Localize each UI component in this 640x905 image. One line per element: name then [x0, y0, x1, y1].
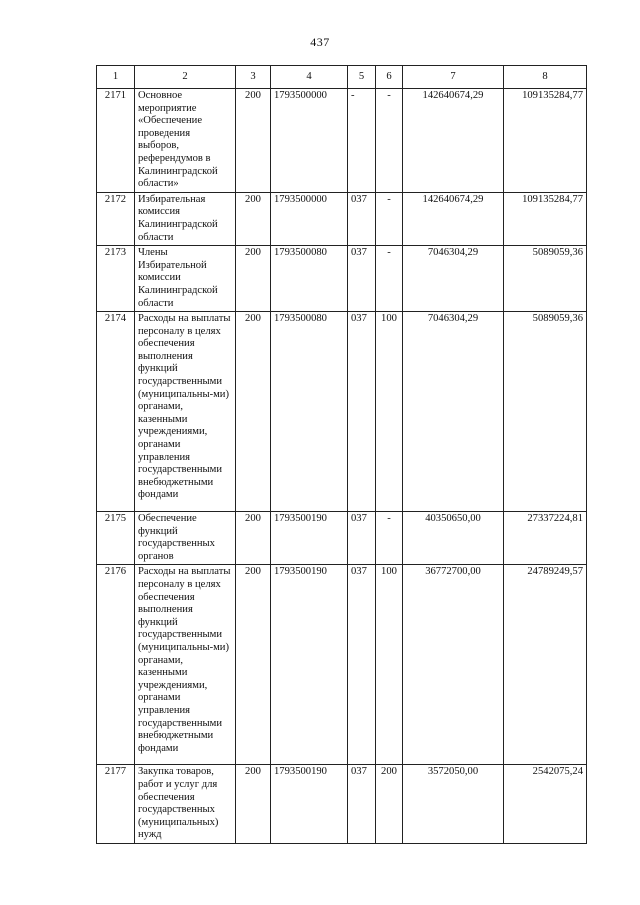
code-column-5: 037: [348, 192, 376, 245]
expense-name: Члены Избирательной комиссии Калининградской области: [135, 246, 236, 312]
amount-column-8: 109135284,77: [504, 192, 587, 245]
code-column-4: 1793500190: [271, 565, 348, 765]
code-column-6: 100: [376, 312, 403, 512]
row-number: 2177: [97, 765, 135, 844]
row-number: 2173: [97, 246, 135, 312]
code-column-3: 200: [236, 89, 271, 193]
expense-name: Расходы на выплаты персоналу в целях обеспечения выполнения функций государственными (муниципальны-ми) органами, казенными учреждениями, органами управления государственными внебюджетными фондами: [135, 312, 236, 512]
amount-column-8: 5089059,36: [504, 312, 587, 512]
amount-column-7: 40350650,00: [403, 512, 504, 565]
table-row: [97, 765, 587, 844]
amount-column-7: 142640674,29: [403, 192, 504, 245]
code-column-5: 037: [348, 565, 376, 765]
table-row: [97, 89, 587, 193]
code-column-6: -: [376, 192, 403, 245]
expense-name: Основное мероприятие «Обеспечение проведения выборов, референдумов в Калининградской области»: [135, 89, 236, 193]
column-header-6: 6: [376, 66, 403, 89]
row-number: 2172: [97, 192, 135, 245]
expense-name: Избирательная комиссия Калининградской области: [135, 192, 236, 245]
amount-column-7: 3572050,00: [403, 765, 504, 844]
expense-name: Обеспечение функций государственных органов: [135, 512, 236, 565]
code-column-5: 037: [348, 312, 376, 512]
row-number: 2175: [97, 512, 135, 565]
code-column-5: -: [348, 89, 376, 193]
code-column-6: -: [376, 246, 403, 312]
page-number: 437: [310, 35, 330, 49]
table-row: [97, 565, 587, 765]
expense-name: Закупка товаров, работ и услуг для обеспечения государственных (муниципальных) нужд: [135, 765, 236, 844]
amount-column-7: 7046304,29: [403, 312, 504, 512]
amount-column-8: 24789249,57: [504, 565, 587, 765]
code-column-4: 1793500190: [271, 765, 348, 844]
code-column-6: 100: [376, 565, 403, 765]
row-number: 2174: [97, 312, 135, 512]
header-row: [97, 66, 587, 89]
amount-column-7: 142640674,29: [403, 89, 504, 193]
code-column-3: 200: [236, 565, 271, 765]
amount-column-8: 109135284,77: [504, 89, 587, 193]
amount-column-8: 2542075,24: [504, 765, 587, 844]
table-row: [97, 512, 587, 565]
code-column-4: 1793500000: [271, 192, 348, 245]
column-header-2: 2: [135, 66, 236, 89]
code-column-5: 037: [348, 246, 376, 312]
amount-column-7: 7046304,29: [403, 246, 504, 312]
amount-column-8: 5089059,36: [504, 246, 587, 312]
code-column-5: 037: [348, 512, 376, 565]
code-column-3: 200: [236, 312, 271, 512]
row-number: 2171: [97, 89, 135, 193]
column-header-8: 8: [504, 66, 587, 89]
column-header-1: 1: [97, 66, 135, 89]
amount-column-8: 27337224,81: [504, 512, 587, 565]
amount-column-7: 36772700,00: [403, 565, 504, 765]
table-row: [97, 246, 587, 312]
row-number: 2176: [97, 565, 135, 765]
code-column-4: 1793500080: [271, 246, 348, 312]
code-column-4: 1793500080: [271, 312, 348, 512]
expense-name: Расходы на выплаты персоналу в целях обеспечения выполнения функций государственными (муниципальны-ми) органами, казенными учреждениями, органами управления государственными внебюджетными фондами: [135, 565, 236, 765]
code-column-3: 200: [236, 765, 271, 844]
code-column-6: 200: [376, 765, 403, 844]
code-column-6: -: [376, 512, 403, 565]
column-header-4: 4: [271, 66, 348, 89]
code-column-5: 037: [348, 765, 376, 844]
code-column-4: 1793500000: [271, 89, 348, 193]
code-column-6: -: [376, 89, 403, 193]
code-column-3: 200: [236, 512, 271, 565]
column-header-5: 5: [348, 66, 376, 89]
column-header-3: 3: [236, 66, 271, 89]
table-row: [97, 312, 587, 512]
code-column-3: 200: [236, 192, 271, 245]
table-row: [97, 192, 587, 245]
budget-table: [96, 65, 587, 844]
column-header-7: 7: [403, 66, 504, 89]
code-column-4: 1793500190: [271, 512, 348, 565]
code-column-3: 200: [236, 246, 271, 312]
